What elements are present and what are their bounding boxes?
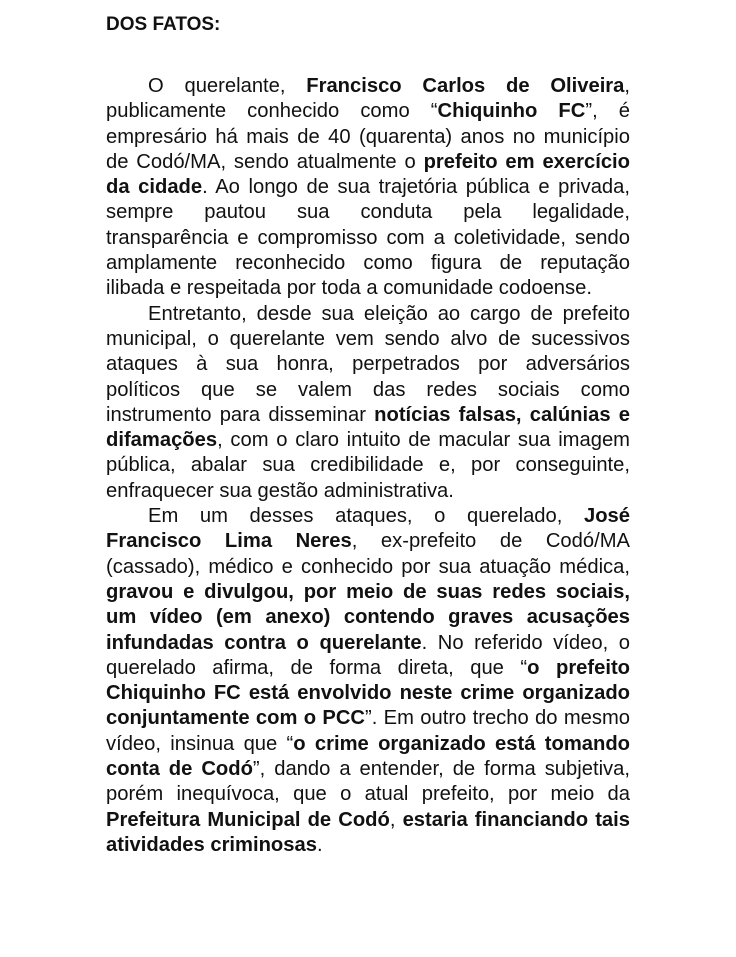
- text-run: ”, é empresário há mais de 40 (quarenta) anos no município de Codó/MA, sendo atualmente o: [106, 100, 631, 173]
- text-run: ”. Em outro trecho do mesmo vídeo, insinua que “: [106, 707, 631, 755]
- text-run: Entretanto, desde sua eleição ao cargo de prefeito municipal, o querelante vem sendo alvo de sucessivos ataques à sua honra, perpetrados por adversários políticos que se valem das redes sociais como instrumento para disseminar: [106, 302, 630, 426]
- text-run: . No referido vídeo, o querelado afirma, de forma direta, que “: [106, 631, 630, 679]
- text-run: O querelante,: [148, 75, 307, 97]
- section-heading: DOS FATOS:: [106, 14, 221, 35]
- fake-news-phrase: notícias falsas, calúnias e difamações: [106, 403, 631, 452]
- quote-pcc: o prefeito Chiquinho FC está envolvido neste crime organizado conjuntamente com o PCC: [106, 656, 631, 730]
- text-run: ”, dando a entender, de forma subjetiva, porém inequívoca, que o atual prefeito, por meio da: [106, 758, 630, 806]
- text-run: .: [316, 833, 323, 856]
- video-accusation: gravou e divulgou, por meio de suas redes sociais, um vídeo (em anexo) contendo graves acusações infundadas contra o querelante: [106, 580, 630, 654]
- text-run: Em um desses ataques, o querelado,: [148, 505, 584, 528]
- paragraph-ataques: [106, 302, 630, 504]
- text-run: , publicamente conhecido como “: [106, 75, 631, 123]
- financing-claim: estaria financiando tais atividades criminosas: [106, 808, 630, 856]
- querelante-name: Francisco Carlos de Oliveira: [306, 75, 625, 97]
- text-run: , com o claro intuito de macular sua imagem pública, abalar sua credibilidade e, por conseguinte, enfraquecer sua gestão administrativa.: [106, 429, 630, 502]
- paragraph-querelante: [106, 74, 630, 302]
- querelado-name: José Francisco Lima Neres: [106, 505, 630, 553]
- text-run: ,: [389, 808, 403, 831]
- prefeitura-name: Prefeitura Municipal de Codó: [106, 808, 390, 831]
- nickname: Chiquinho FC: [437, 100, 586, 123]
- quote-crime-codo: o crime organizado está tomando conta de Codó: [106, 732, 630, 781]
- text-run: , ex-prefeito de Codó/MA (cassado), médico e conhecido por sua atuação médica,: [106, 530, 631, 578]
- paragraph-video: [106, 504, 630, 858]
- text-run: . Ao longo de sua trajetória pública e privada, sempre pautou sua conduta pela legalidade, transparência e compromisso com a coletividade, sendo amplamente reconhecido como figura de reputação ilibada e respeitada por toda a comunidade codoense.: [106, 176, 630, 300]
- mayor-role: prefeito em exercício da cidade: [106, 150, 630, 199]
